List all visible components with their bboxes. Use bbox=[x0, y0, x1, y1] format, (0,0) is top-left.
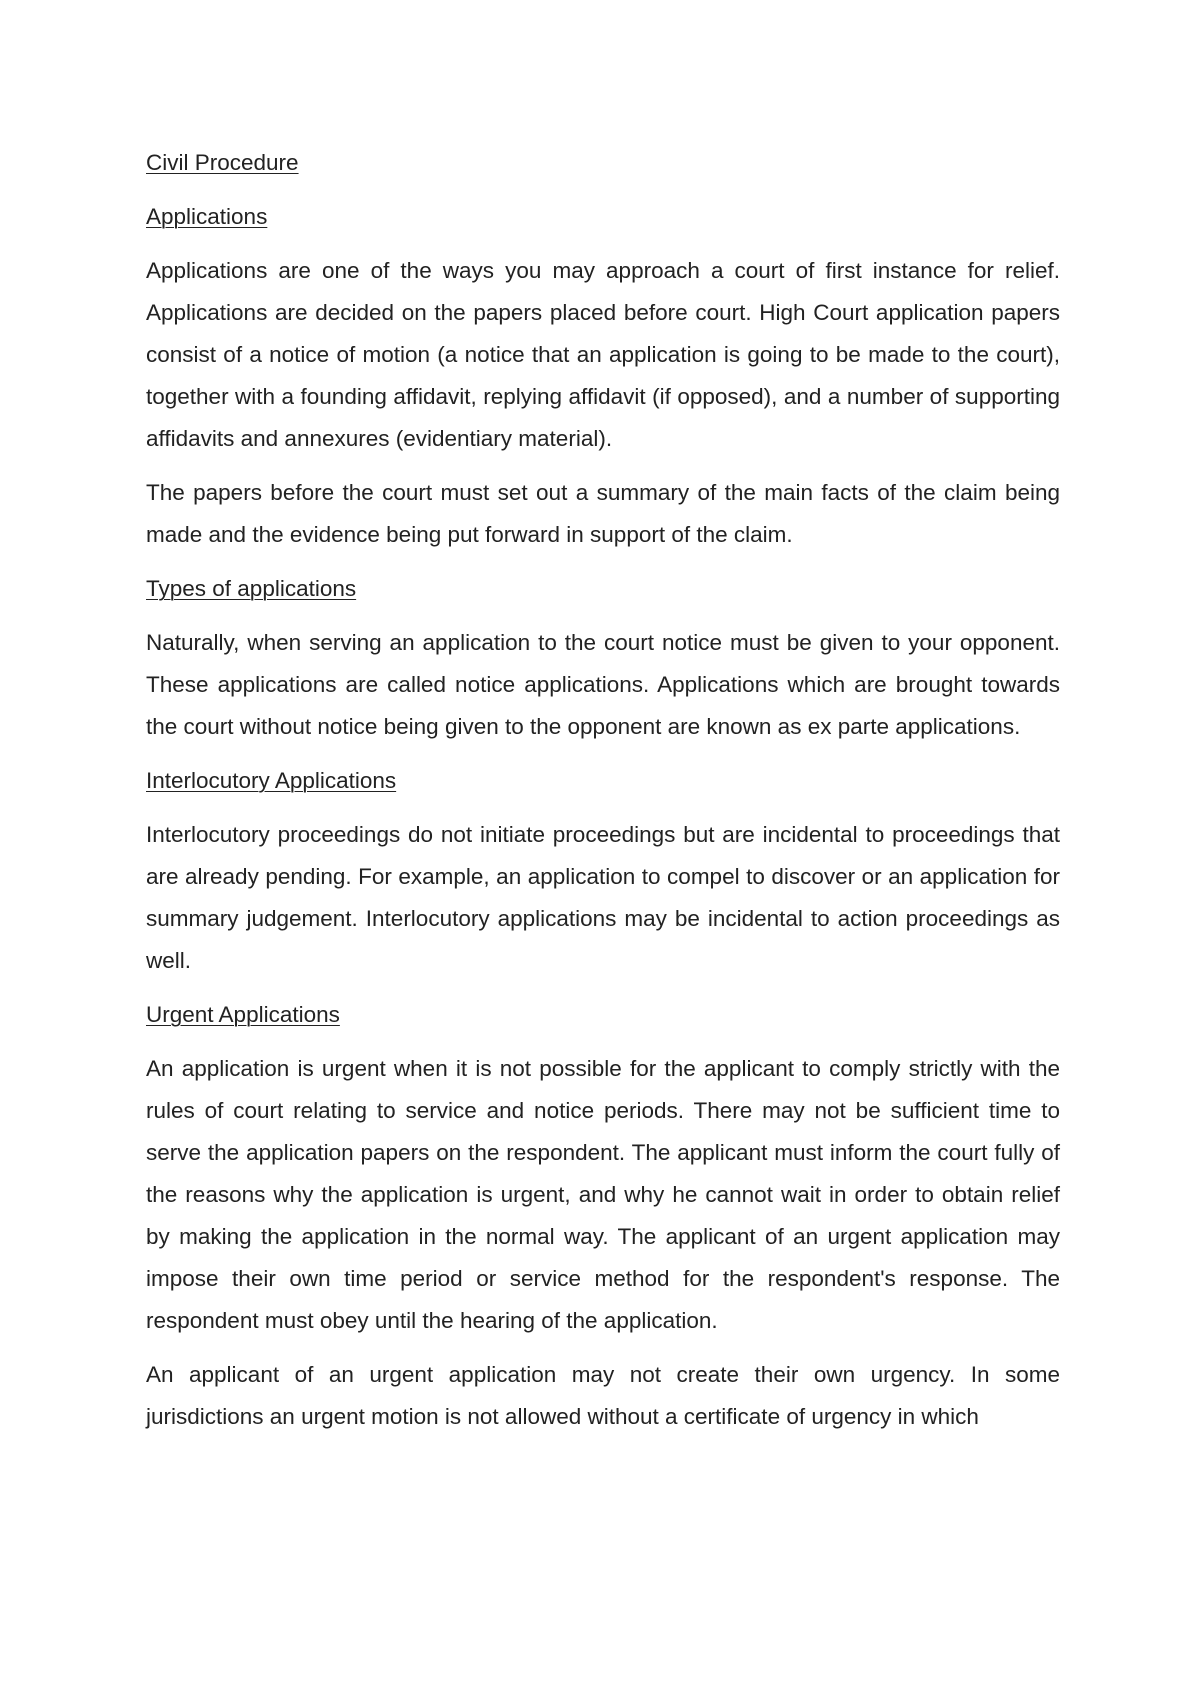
paragraph: Interlocutory proceedings do not initiate proceedings but are incidental to proceedings that are already pending. For example, an application to compel to discover or an application for summary judgement. Interlocutory applications may be incidental to action proceedings as well. bbox=[146, 822, 1060, 973]
paragraph: An applicant of an urgent application may not create their own urgency. In some jurisdictions an urgent motion is not allowed without a certificate of urgency in which bbox=[146, 1362, 1060, 1429]
paragraph: Naturally, when serving an application to the court notice must be given to your opponent. These applications are called notice applications. Applications which are brought towards the court without notice being given to the opponent are known as ex parte applications. bbox=[146, 630, 1060, 739]
section-heading-urgent-applications: Urgent Applications bbox=[146, 1002, 340, 1027]
document-page bbox=[146, 142, 1060, 1450]
document-title: Civil Procedure bbox=[146, 150, 299, 175]
paragraph: Applications are one of the ways you may approach a court of first instance for relief. Applications are decided on the papers placed before court. High Court application papers consist of a notice of motion (a notice that an application is going to be made to the court), together with a founding affidavit, replying affidavit (if opposed), and a number of supporting affidavits and annexures (evidentiary material). bbox=[146, 258, 1060, 451]
section-heading-interlocutory-applications: Interlocutory Applications bbox=[146, 768, 397, 793]
paragraph: The papers before the court must set out a summary of the main facts of the claim being made and the evidence being put forward in support of the claim. bbox=[146, 480, 1060, 547]
paragraph: An application is urgent when it is not possible for the applicant to comply strictly with the rules of court relating to service and notice periods. There may not be sufficient time to serve the application papers on the respondent. The applicant must inform the court fully of the reasons why the application is urgent, and why he cannot wait in order to obtain relief by making the application in the normal way. The applicant of an urgent application may impose their own time period or service method for the respondent's response. The respondent must obey until the hearing of the application. bbox=[146, 1056, 1060, 1333]
section-heading-applications: Applications bbox=[146, 204, 268, 229]
section-heading-types-of-applications: Types of applications bbox=[146, 576, 357, 601]
